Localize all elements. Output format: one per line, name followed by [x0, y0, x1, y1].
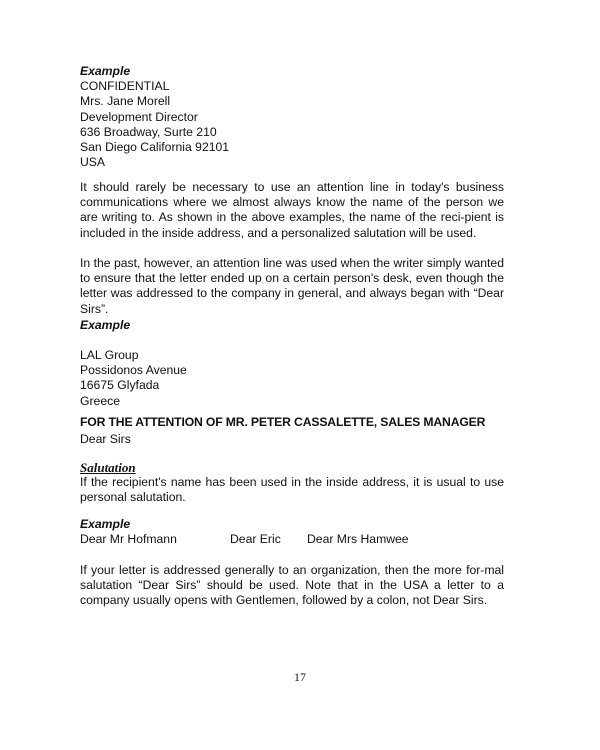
address-line-recipient: Mrs. Jane Morell [80, 94, 171, 109]
example-1-heading: Example [80, 64, 131, 78]
paragraph-attention-line: It should rarely be necessary to use an attention line in today's business communications where we almost always know the name of the person we are writing to. As shown in the above examples, the name of the reci-pient is included in the inside address, and a personalized salutation will be used. [80, 180, 504, 240]
address-line-country: USA [80, 155, 106, 170]
address-line-confidential: CONFIDENTIAL [80, 79, 170, 94]
salutation-text: If the recipient's name has been used in the inside address, it is usual to use personal salutation. [80, 475, 504, 505]
address-line-street: 636 Broadway, Surte 210 [80, 124, 217, 139]
paragraph-formal-salutation: If your letter is addressed generally to an organization, then the more for-mal salutation “Dear Sirs” should be used. Note that in the USA a letter to a company usually opens with Gentlemen, followed by a colon, not Dear Sirs. [80, 563, 504, 608]
salutation-example-mrs: Dear Mrs Hamwee [307, 532, 409, 547]
example-3-heading: Example [80, 517, 131, 531]
example-2-heading-block [80, 318, 504, 333]
attention-line: FOR THE ATTENTION OF MR. PETER CASSALETTE, SALES MANAGER [80, 415, 486, 429]
example-2-address [80, 348, 504, 409]
address-line-postcode: 16675 Glyfada [80, 378, 160, 393]
salutation-example-formal: Dear Mr Hofmann [80, 532, 177, 547]
salutation-example-first-name: Dear Eric [230, 532, 281, 547]
greeting-dear-sirs: Dear Sirs [80, 432, 131, 447]
example-2-attention [80, 415, 504, 447]
salutation-section [80, 460, 504, 506]
example-2-heading: Example [80, 318, 131, 332]
address-line-company: LAL Group [80, 348, 139, 362]
example-3 [80, 517, 504, 547]
address-line-city: San Diego California 92101 [80, 140, 230, 155]
example-1 [80, 64, 504, 170]
salutation-examples [80, 532, 504, 547]
page-number: 17 [294, 670, 306, 684]
address-line-title: Development Director [80, 109, 198, 124]
address-line-country-greece: Greece [80, 393, 120, 408]
paragraph-past-usage: In the past, however, an attention line was used when the writer simply wanted to ensure that the letter ended up on a certain person's desk, even though the letter was addressed to the company in general, and always began with “Dear Sirs”. [80, 256, 504, 316]
salutation-heading: Salutation [80, 460, 136, 475]
address-line-avenue: Possidonos Avenue [80, 363, 187, 378]
